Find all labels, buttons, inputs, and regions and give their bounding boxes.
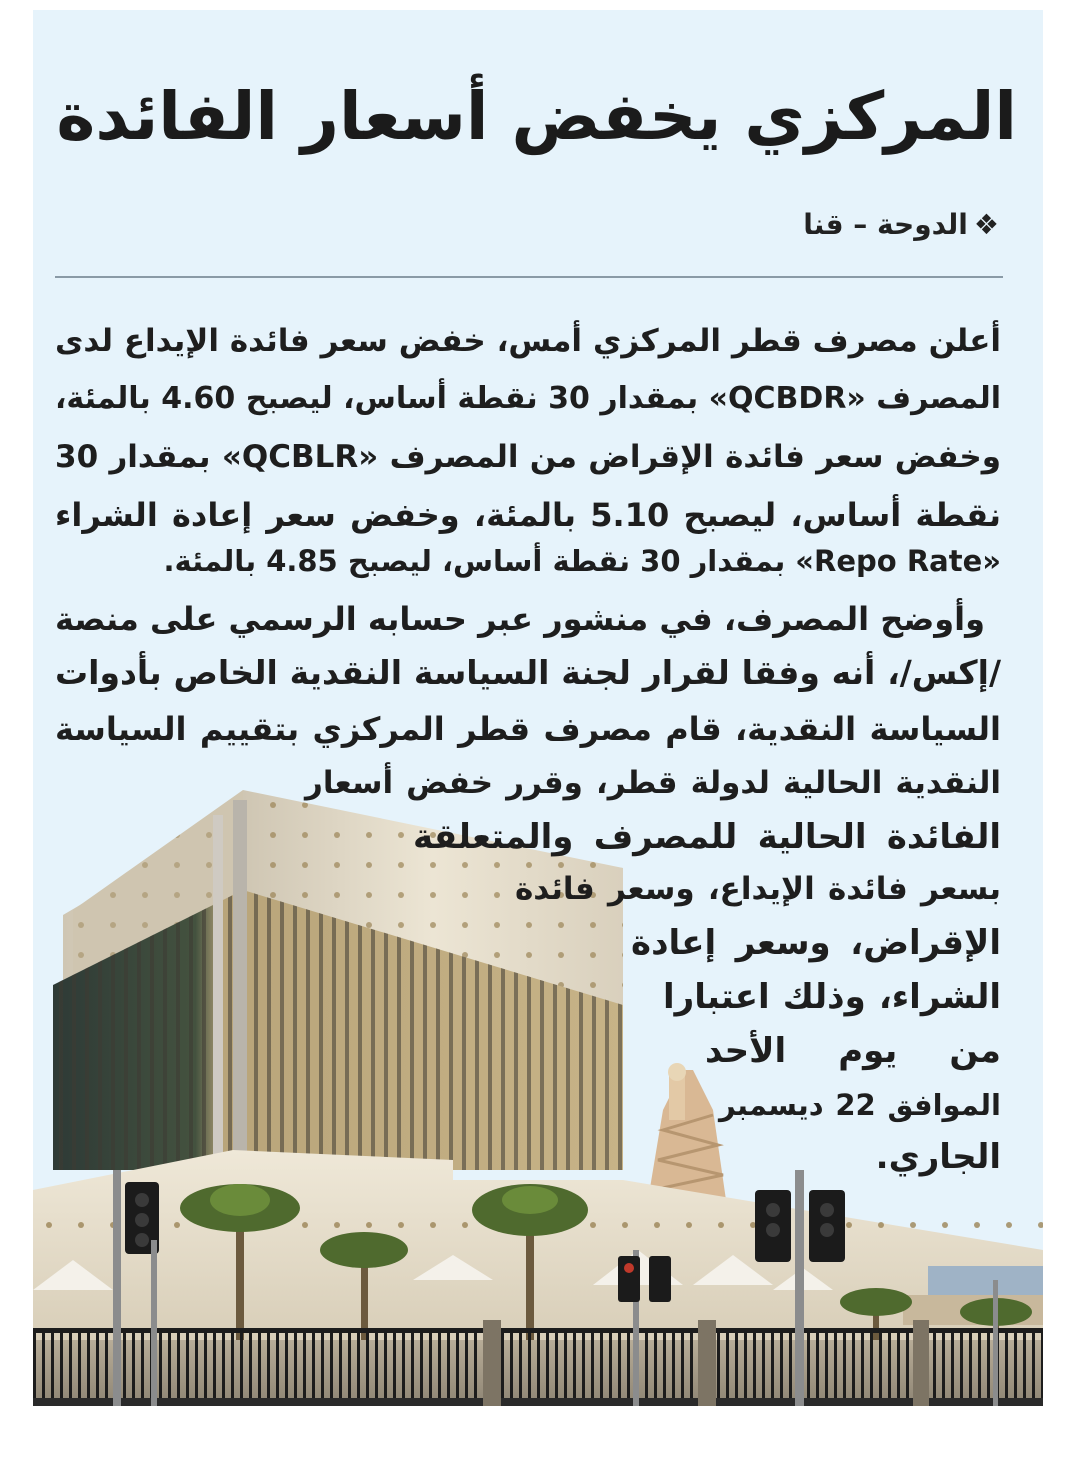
body-line: الفائدة الحالية للمصرف والمتعلقة xyxy=(413,817,1001,857)
body-line: النقدية الحالية لدولة قطر، وقرر خفض أسعار xyxy=(305,765,1001,801)
body-line: من يوم الأحد xyxy=(705,1031,1001,1071)
body-line: «Repo Rate» بمقدار 30 نقطة أساس، ليصبح 4.85 بالمئة. xyxy=(163,544,1001,578)
dateline-text: الدوحة – قنا xyxy=(803,208,968,241)
body-line: الجاري. xyxy=(875,1137,1001,1177)
body-line: نقطة أساس، ليصبح 5.10 بالمئة، وخفض سعر إعادة الشراء xyxy=(55,496,1002,534)
body-line: الإقراض، وسعر إعادة xyxy=(631,923,1001,963)
spiral-minaret xyxy=(648,1063,726,1200)
article-panel xyxy=(33,10,1043,1406)
body-line: بسعر فائدة الإيداع، وسعر فائدة xyxy=(515,871,1001,907)
body-line: أعلن مصرف قطر المركزي أمس، خفض سعر فائدة الإيداع لدى xyxy=(55,323,1001,359)
body-line: وخفض سعر فائدة الإقراض من المصرف «QCBLR» بمقدار 30 xyxy=(55,439,1001,475)
body-line: وأوضح المصرف، في منشور عبر حسابه الرسمي على منصة xyxy=(55,600,985,638)
diamond-bullet-icon: ❖ xyxy=(973,208,999,241)
body-line: الموافق 22 ديسمبر xyxy=(719,1088,1001,1122)
body-line: /إكس/، أنه وفقا لقرار لجنة السياسة النقدية الخاص بأدوات xyxy=(55,653,1001,692)
headline: المركزي يخفض أسعار الفائدة xyxy=(56,78,1017,155)
body-line: المصرف «QCBDR» بمقدار 30 نقطة أساس، ليصبح 4.60 بالمئة، xyxy=(55,381,1001,416)
body-line: الشراء، وذلك اعتبارا xyxy=(663,977,1001,1017)
dateline xyxy=(803,208,999,241)
body-line: السياسة النقدية، قام مصرف قطر المركزي بتقييم السياسة xyxy=(55,710,1001,748)
divider xyxy=(55,276,1003,278)
